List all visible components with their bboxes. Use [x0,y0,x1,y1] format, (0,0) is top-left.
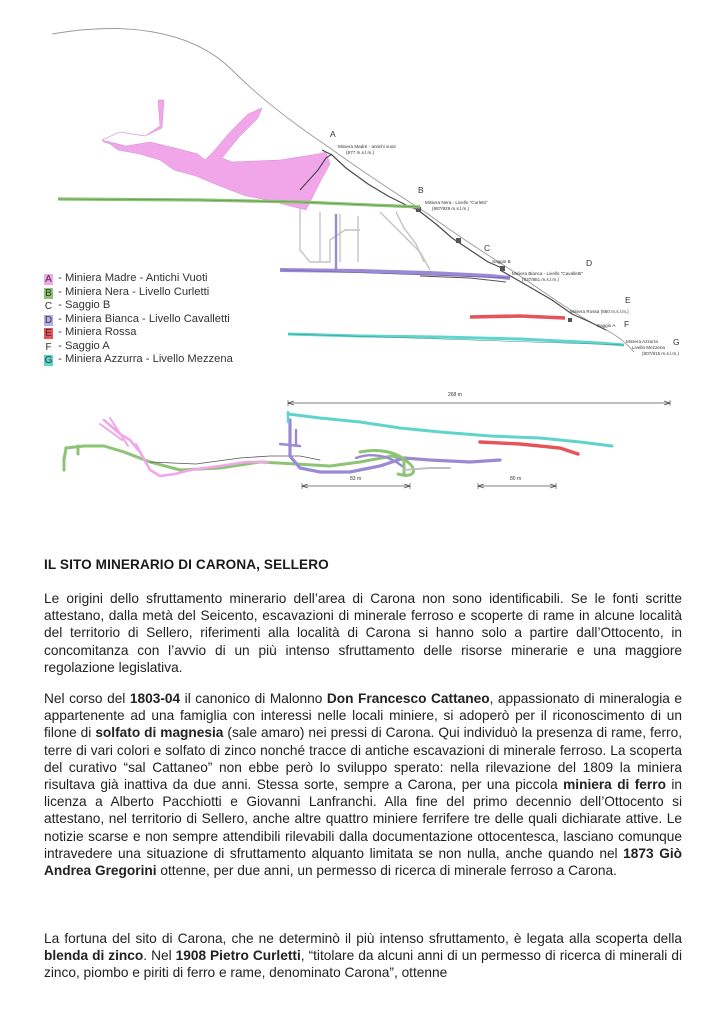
station-e [568,318,572,322]
paragraph-cattaneo: Nel corso del 1803-04 il canonico di Malonno Don Francesco Cattaneo, appassionato di mineralogia e appartenente ad una famiglia con interessi nelle locali miniere, si adoperò per il riconoscimento di un filone di solfato di magnesia (sale amaro) nei pressi di Carona. Qui individuò la presenza di rame, ferro, terre di vari colori e solfato di zinco nonché tracce di antiche escavazioni di minerale ferroso. La scoperta del curativo “sal Cattaneo” non ebbe però lo sviluppo sperato: nella rilevazione del 1809 la miniera risultava già inattiva da due anni. Stessa sorte, sempre a Carona, per una piccola miniera di ferro in licenza a Alberto Pacchiotti e Giovanni Lanfranchi. Alla fine del primo decennio dell’Ottocento si attestano, nel territorio di Sellero, anche altre quattro miniere ferrifere tre delle quali dichiarate attive. Le notizie scarse e non sempre attendibili rilevabili dalla documentazione ottocentesca, lasciano comunque intravedere una situazione di sfruttamento alquanto limitata se non nulla, anche quando nel 1873 Giò Andrea Gregorini ottenne, per due anni, un permesso di ricerca di minerale ferroso a Carona. [44,691,683,879]
paragraph-curletti: La fortuna del sito di Carona, che ne determinò il più intenso sfruttamento, è legata alla scoperta della blenda di zinco. Nel 1908 Pietro Curletti, “titolare da alcuni anni di un permesso di ricerca di minerali di zinco, piombo e piriti di ferro e rame, denominato Carona”, ottenne [44,931,682,981]
legend-item [44,313,233,327]
label-madre-elev: (977 m.s.l.m.) [346,150,375,155]
label-azzurra: Miniera Azzurra [626,339,658,344]
point-a: A [330,129,336,139]
label-bianca-elev: (837/881 m.s.l.m.) [522,277,560,282]
legend-swatch: B [45,287,52,299]
scale-label-right: 80 m [510,476,522,482]
label-azzurra-elev: (807/815 m.s.l.m.) [642,351,680,356]
secondary-works-1 [300,208,360,262]
plan-red [480,442,578,454]
legend-swatch: D [44,314,53,326]
miniera-madre-area [102,100,330,210]
legend-item [44,272,233,286]
legend-label: - Miniera Azzurra - Livello Mezzena [55,353,233,365]
legend-swatch: E [45,328,52,339]
label-nera: Miniera Nera - Livello "Curletti" [425,200,488,205]
legend-item [44,353,233,367]
map-legend [44,272,233,367]
paragraph-origins: Le origini dello sfruttamento minerario dell’area di Carona non sono identificabili. Se le fonti scritte attestano, dalla metà del Seicento, escavazioni di minerale ferroso e scoperte di rame in alcune località del territorio di Sellero, riferimenti alla località di Carona si hanno solo a partire dall’Ottocento, in concomitanza con l’avvio di un più intenso sfruttamento delle risorse minerarie e una maggiore regolazione legislativa. [44,591,682,675]
secondary-works-4 [396,212,424,262]
legend-label: - Miniera Rossa [55,326,137,338]
label-saggio-b: Saggio B [492,259,511,264]
legend-label: - Saggio A [55,339,110,352]
legend-item [44,340,233,354]
legend-item [44,286,233,300]
station-c [500,266,505,271]
legend-label: - Miniera Bianca - Livello Cavalletti [55,312,230,325]
point-d: D [586,258,593,268]
secondary-works-3 [380,212,430,270]
point-c: C [484,243,491,253]
legend-label: - Miniera Madre - Antichi Vuoti [55,272,208,284]
legend-label: - Saggio B [55,299,111,311]
legend-item [44,299,233,313]
point-e: E [625,295,631,305]
label-rossa: Miniera Rossa (850 m.s.l.m.) [570,309,629,314]
legend-label: - Miniera Nera - Livello Curletti [55,285,210,298]
scale-bar-top [288,400,670,406]
miniera-rossa-level [470,316,565,318]
label-madre: Miniera Madre - antichi vuoti [338,144,396,149]
scale-bar-right [478,483,556,489]
secondary-works-2 [320,212,358,262]
gallery-upper [322,150,418,210]
legend-swatch: A [45,274,52,285]
scale-label-top: 268 m [448,392,462,398]
point-b: B [418,185,424,195]
label-saggio-a: Saggio A [597,323,616,328]
label-bianca: Miniera Bianca - Livello "Cavalletti" [512,271,583,276]
legend-swatch: F [45,341,52,353]
label-azzurra-sub: Livello Mezzena [632,345,665,350]
legend-item [44,326,233,340]
point-f: F [624,319,630,329]
miniera-nera-level [58,199,420,207]
legend-swatch: G [44,355,53,366]
plan-cyan [288,414,612,446]
legend-swatch: C [44,301,53,312]
station-b2 [456,238,461,243]
section-title: IL SITO MINERARIO DI CARONA, SELLERO [44,557,329,572]
point-g: G [673,337,680,347]
label-nera-elev: (887/929 m.s.l.m.) [432,206,470,211]
plan-pink [104,420,268,476]
scale-label-left: 83 m [350,476,362,482]
scale-bar-left [302,483,410,489]
